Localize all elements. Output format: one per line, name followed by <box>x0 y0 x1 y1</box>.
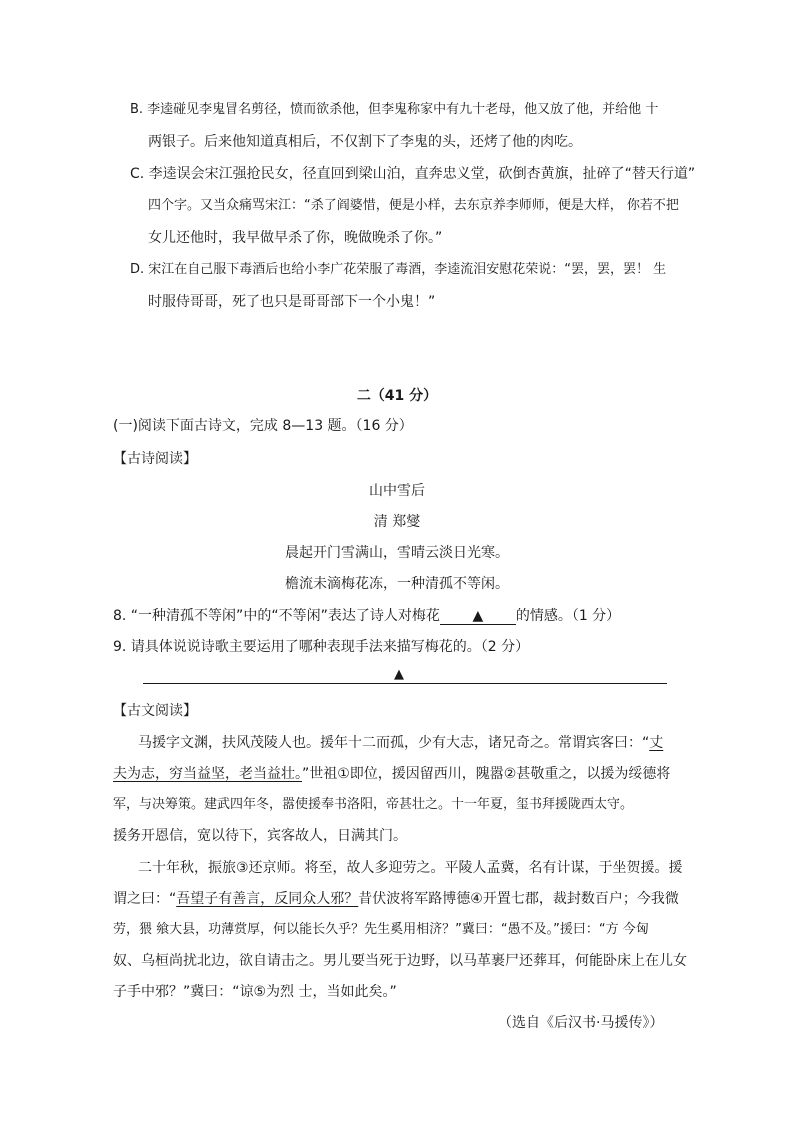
poem-title: 山中雪后 <box>369 483 425 499</box>
prose-p2-line-1: 二十年秋，振旅③还京师。将至，故人多迎劳之。平陵人孟冀，名有计谋，于坐贺援。援 <box>138 860 683 876</box>
prose-p1-line-1 <box>138 733 663 753</box>
option-d-line-2: 时服侍哥哥，死了也只是哥哥部下一个小鬼！” <box>148 294 436 310</box>
option-c-line-2: 四个字。又当众痛骂宋江：“杀了阎婆惜，便是小样，去东京养李师师，便是大样， 你若不把 <box>148 198 679 213</box>
part-intro: (一)阅读下面古诗文，完成 8—13 题。（16 分） <box>113 418 413 434</box>
answer-line[interactable] <box>143 683 667 684</box>
poem-author: 清 郑燮 <box>373 514 421 530</box>
option-b-line-1: B. 李逵碰见李鬼冒名剪径，愤而欲杀他，但李鬼称家中有九十老母，他又放了他，并给他 十 <box>130 102 659 117</box>
option-b-line-2: 两银子。后来他知道真相后，不仅割下了李鬼的头，还烤了他的肉吃。 <box>148 134 582 150</box>
prose-p2-line-3: 劳，猥 飨大县，功薄赏厚，何以能长久乎？先生奚用相济？”冀曰：“愚不及。”援曰：“方 今匈 <box>113 922 649 937</box>
prose-p2-line-4: 奴、乌桓尚扰北边，欲自请击之。男儿要当死于边野，以马革裹尸还葬耳，何能卧床上在儿女 <box>113 953 687 969</box>
prose-heading: 【古文阅读】 <box>113 703 197 719</box>
underlined-text: 吾望子有善言，反同众人邪？ <box>176 891 359 907</box>
answer-mark: ▲ <box>472 608 484 624</box>
option-d-line-1: D. 宋江在自己服下毒酒后也给小李广花荣服了毒酒，李逵流泪安慰花荣说：“罢，罢，罢！ 生 <box>130 262 667 277</box>
underlined-text: 夫为志，穷当益坚，老当益壮。 <box>113 766 302 782</box>
source-citation: （选自《后汉书·马援传》） <box>498 1015 664 1031</box>
option-c-line-3: 女儿还他时，我早做早杀了你，晚做晚杀了你。” <box>148 230 443 246</box>
answer-blank[interactable] <box>440 608 516 625</box>
prose-text: ”世祖①即位，援因留西川，隗嚣②甚敬重之，以援为绥德将 <box>302 766 671 782</box>
answer-mark: ▲ <box>394 667 404 682</box>
poem-line-1: 晨起开门雪满山，雪晴云淡日光寒。 <box>285 545 509 561</box>
poem-heading: 【古诗阅读】 <box>113 451 197 467</box>
prose-p2-line-2 <box>113 889 679 909</box>
prose-p2-line-5: 子手中邪？”冀曰：“谅⑤为烈 士，当如此矣。” <box>113 984 397 1000</box>
underlined-text: 丈 <box>649 735 664 751</box>
prose-text: 马援字文渊，扶风茂陵人也。援年十二而孤，少有大志，诸兄奇之。常谓宾客曰：“ <box>138 735 650 751</box>
section-title: 二（41 分） <box>356 388 438 404</box>
question-8-suffix: 的情感。（1 分） <box>515 608 621 624</box>
question-8-text: 8. “一种清孤不等闲”中的“不等闲”表达了诗人对梅花 <box>113 608 440 624</box>
prose-text: 谓之曰：“ <box>113 891 177 907</box>
question-9: 9. 请具体说说诗歌主要运用了哪种表现手法来描写梅花的。（2 分） <box>113 639 530 655</box>
poem-line-2: 檐流未滴梅花冻，一种清孤不等闲。 <box>285 576 509 592</box>
prose-p1-line-2 <box>113 764 670 784</box>
option-c-line-1: C. 李逵误会宋江强抢民女，径直回到梁山泊，直奔忠义堂，砍倒杏黄旗，扯碎了“替天行道” <box>130 166 696 182</box>
prose-p1-line-3: 军，与决筹策。建武四年冬，嚣使援奉书洛阳，帝甚壮之。十一年夏，玺书拜援陇西太守。 <box>113 797 634 812</box>
prose-p1-line-4: 援务开恩信，宽以待下，宾客故人，日满其门。 <box>113 828 407 844</box>
prose-text: 昔伏波将军路博德④开置七郡，裁封数百户；今我微 <box>358 891 679 907</box>
question-8 <box>113 606 620 626</box>
